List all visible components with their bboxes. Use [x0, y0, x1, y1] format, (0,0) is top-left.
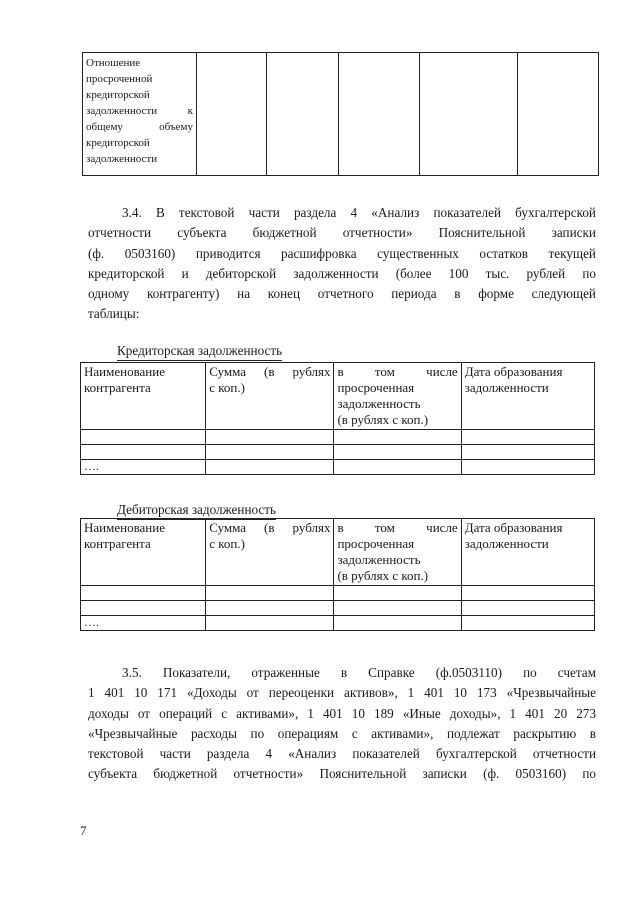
label-line: задолженности к — [86, 105, 193, 117]
table-cell — [334, 430, 461, 445]
label-line: Отношение — [86, 57, 141, 69]
previous-indicator-table — [82, 52, 599, 176]
table-cell — [206, 586, 334, 601]
table-header-row — [81, 363, 595, 430]
table-cell — [461, 430, 594, 445]
table-row — [81, 430, 595, 445]
debit-table — [80, 518, 595, 631]
table-cell — [461, 586, 594, 601]
empty-cell — [197, 53, 267, 176]
table-cell — [206, 460, 334, 475]
table-cell — [334, 601, 461, 616]
paragraph-line: субъекта бюджетной отчетности» Пояснительной записки (ф. 0503160) по — [88, 766, 596, 782]
table-cell — [334, 460, 461, 475]
header-line: Сумма (в рублях — [209, 520, 331, 535]
paragraph-line: «Чрезвычайные расходы по операциям с активами», подлежат раскрытию в — [88, 725, 596, 741]
label-line: общему объему — [86, 121, 193, 133]
paragraph-line: (ф. 0503160) приводится расшифровка существенных остатков текущей — [88, 245, 596, 261]
header-line: задолженности — [464, 536, 549, 551]
table-cell — [334, 616, 461, 631]
table-cell — [206, 445, 334, 460]
label-line: задолженности — [86, 153, 158, 165]
header-cell-overdue — [334, 363, 461, 430]
credit-table-caption: Кредиторская задолженность — [117, 343, 282, 361]
header-line: контрагента — [84, 380, 151, 395]
empty-cell — [267, 53, 339, 176]
table-cell — [334, 586, 461, 601]
header-cell-amount — [206, 363, 334, 430]
header-line: просроченная — [337, 536, 415, 551]
table-cell — [206, 616, 334, 631]
paragraph-3-5 — [88, 663, 596, 785]
empty-cell — [420, 53, 518, 176]
header-line: Наименование — [84, 520, 165, 535]
table-row — [81, 460, 595, 475]
header-line: задолженность — [337, 552, 421, 567]
table-cell — [461, 460, 594, 475]
table-row — [81, 586, 595, 601]
table-cell — [461, 445, 594, 460]
header-cell-counterparty — [81, 519, 206, 586]
header-line: задолженность — [337, 396, 421, 411]
header-line: Дата образования — [464, 364, 563, 379]
page-number: 7 — [80, 823, 87, 838]
header-cell-overdue — [334, 519, 461, 586]
paragraph-line: текстовой части раздела 4 «Анализ показателей бухгалтерской отчетности — [88, 746, 596, 762]
header-cell-counterparty — [81, 363, 206, 430]
table-cell — [206, 430, 334, 445]
table-row — [81, 601, 595, 616]
header-line: (в рублях с коп.) — [337, 412, 429, 427]
label-line: кредиторской — [86, 89, 150, 101]
paragraph-line: 1 401 10 171 «Доходы от переоценки активов», 1 401 10 173 «Чрезвычайные — [88, 685, 596, 701]
header-line: задолженности — [464, 380, 549, 395]
table-cell — [461, 601, 594, 616]
ellipsis-cell: …. — [81, 460, 206, 475]
header-line: в том числе — [337, 364, 458, 379]
header-cell-date — [461, 363, 594, 430]
credit-table — [80, 362, 595, 475]
paragraph-line: доходы от операций с активами», 1 401 10 189 «Иные доходы», 1 401 20 273 — [88, 705, 596, 721]
ellipsis-cell: …. — [81, 616, 206, 631]
table-row — [83, 53, 599, 176]
header-line: Наименование — [84, 364, 165, 379]
header-line: контрагента — [84, 536, 151, 551]
paragraph-line: кредиторской и дебиторской задолженности (более 100 тыс. рублей по — [88, 265, 596, 281]
header-line: с коп.) — [209, 536, 245, 551]
debit-table-caption: Дебиторская задолженность — [117, 502, 276, 520]
table-cell — [81, 601, 206, 616]
table-cell — [334, 445, 461, 460]
header-line: (в рублях с коп.) — [337, 568, 429, 583]
header-line: просроченная — [337, 380, 415, 395]
table-header-row — [81, 519, 595, 586]
label-line: просроченной — [86, 73, 153, 85]
table-cell — [461, 616, 594, 631]
paragraph-3-4 — [88, 203, 596, 325]
label-line: кредиторской — [86, 137, 150, 149]
header-line: Сумма (в рублях — [209, 364, 331, 379]
header-line: с коп.) — [209, 380, 245, 395]
paragraph-line: одному контрагенту) на конец отчетного периода в форме следующей — [88, 286, 596, 302]
header-cell-amount — [206, 519, 334, 586]
paragraph-line: 3.4. В текстовой части раздела 4 «Анализ показателей бухгалтерской — [122, 205, 596, 220]
empty-cell — [518, 53, 599, 176]
table-cell — [81, 586, 206, 601]
paragraph-line: 3.5. Показатели, отраженные в Справке (ф.0503110) по счетам — [122, 665, 596, 680]
paragraph-line: отчетности субъекта бюджетной отчетности» Пояснительной записки — [88, 225, 596, 241]
header-line: в том числе — [337, 520, 458, 535]
header-cell-date — [461, 519, 594, 586]
table-cell — [206, 601, 334, 616]
table-cell — [81, 430, 206, 445]
paragraph-line: таблицы: — [88, 306, 140, 322]
table-row — [81, 616, 595, 631]
table-cell — [81, 445, 206, 460]
header-line: Дата образования — [464, 520, 563, 535]
table-row — [81, 445, 595, 460]
empty-cell — [339, 53, 420, 176]
row-label-cell — [83, 53, 197, 176]
